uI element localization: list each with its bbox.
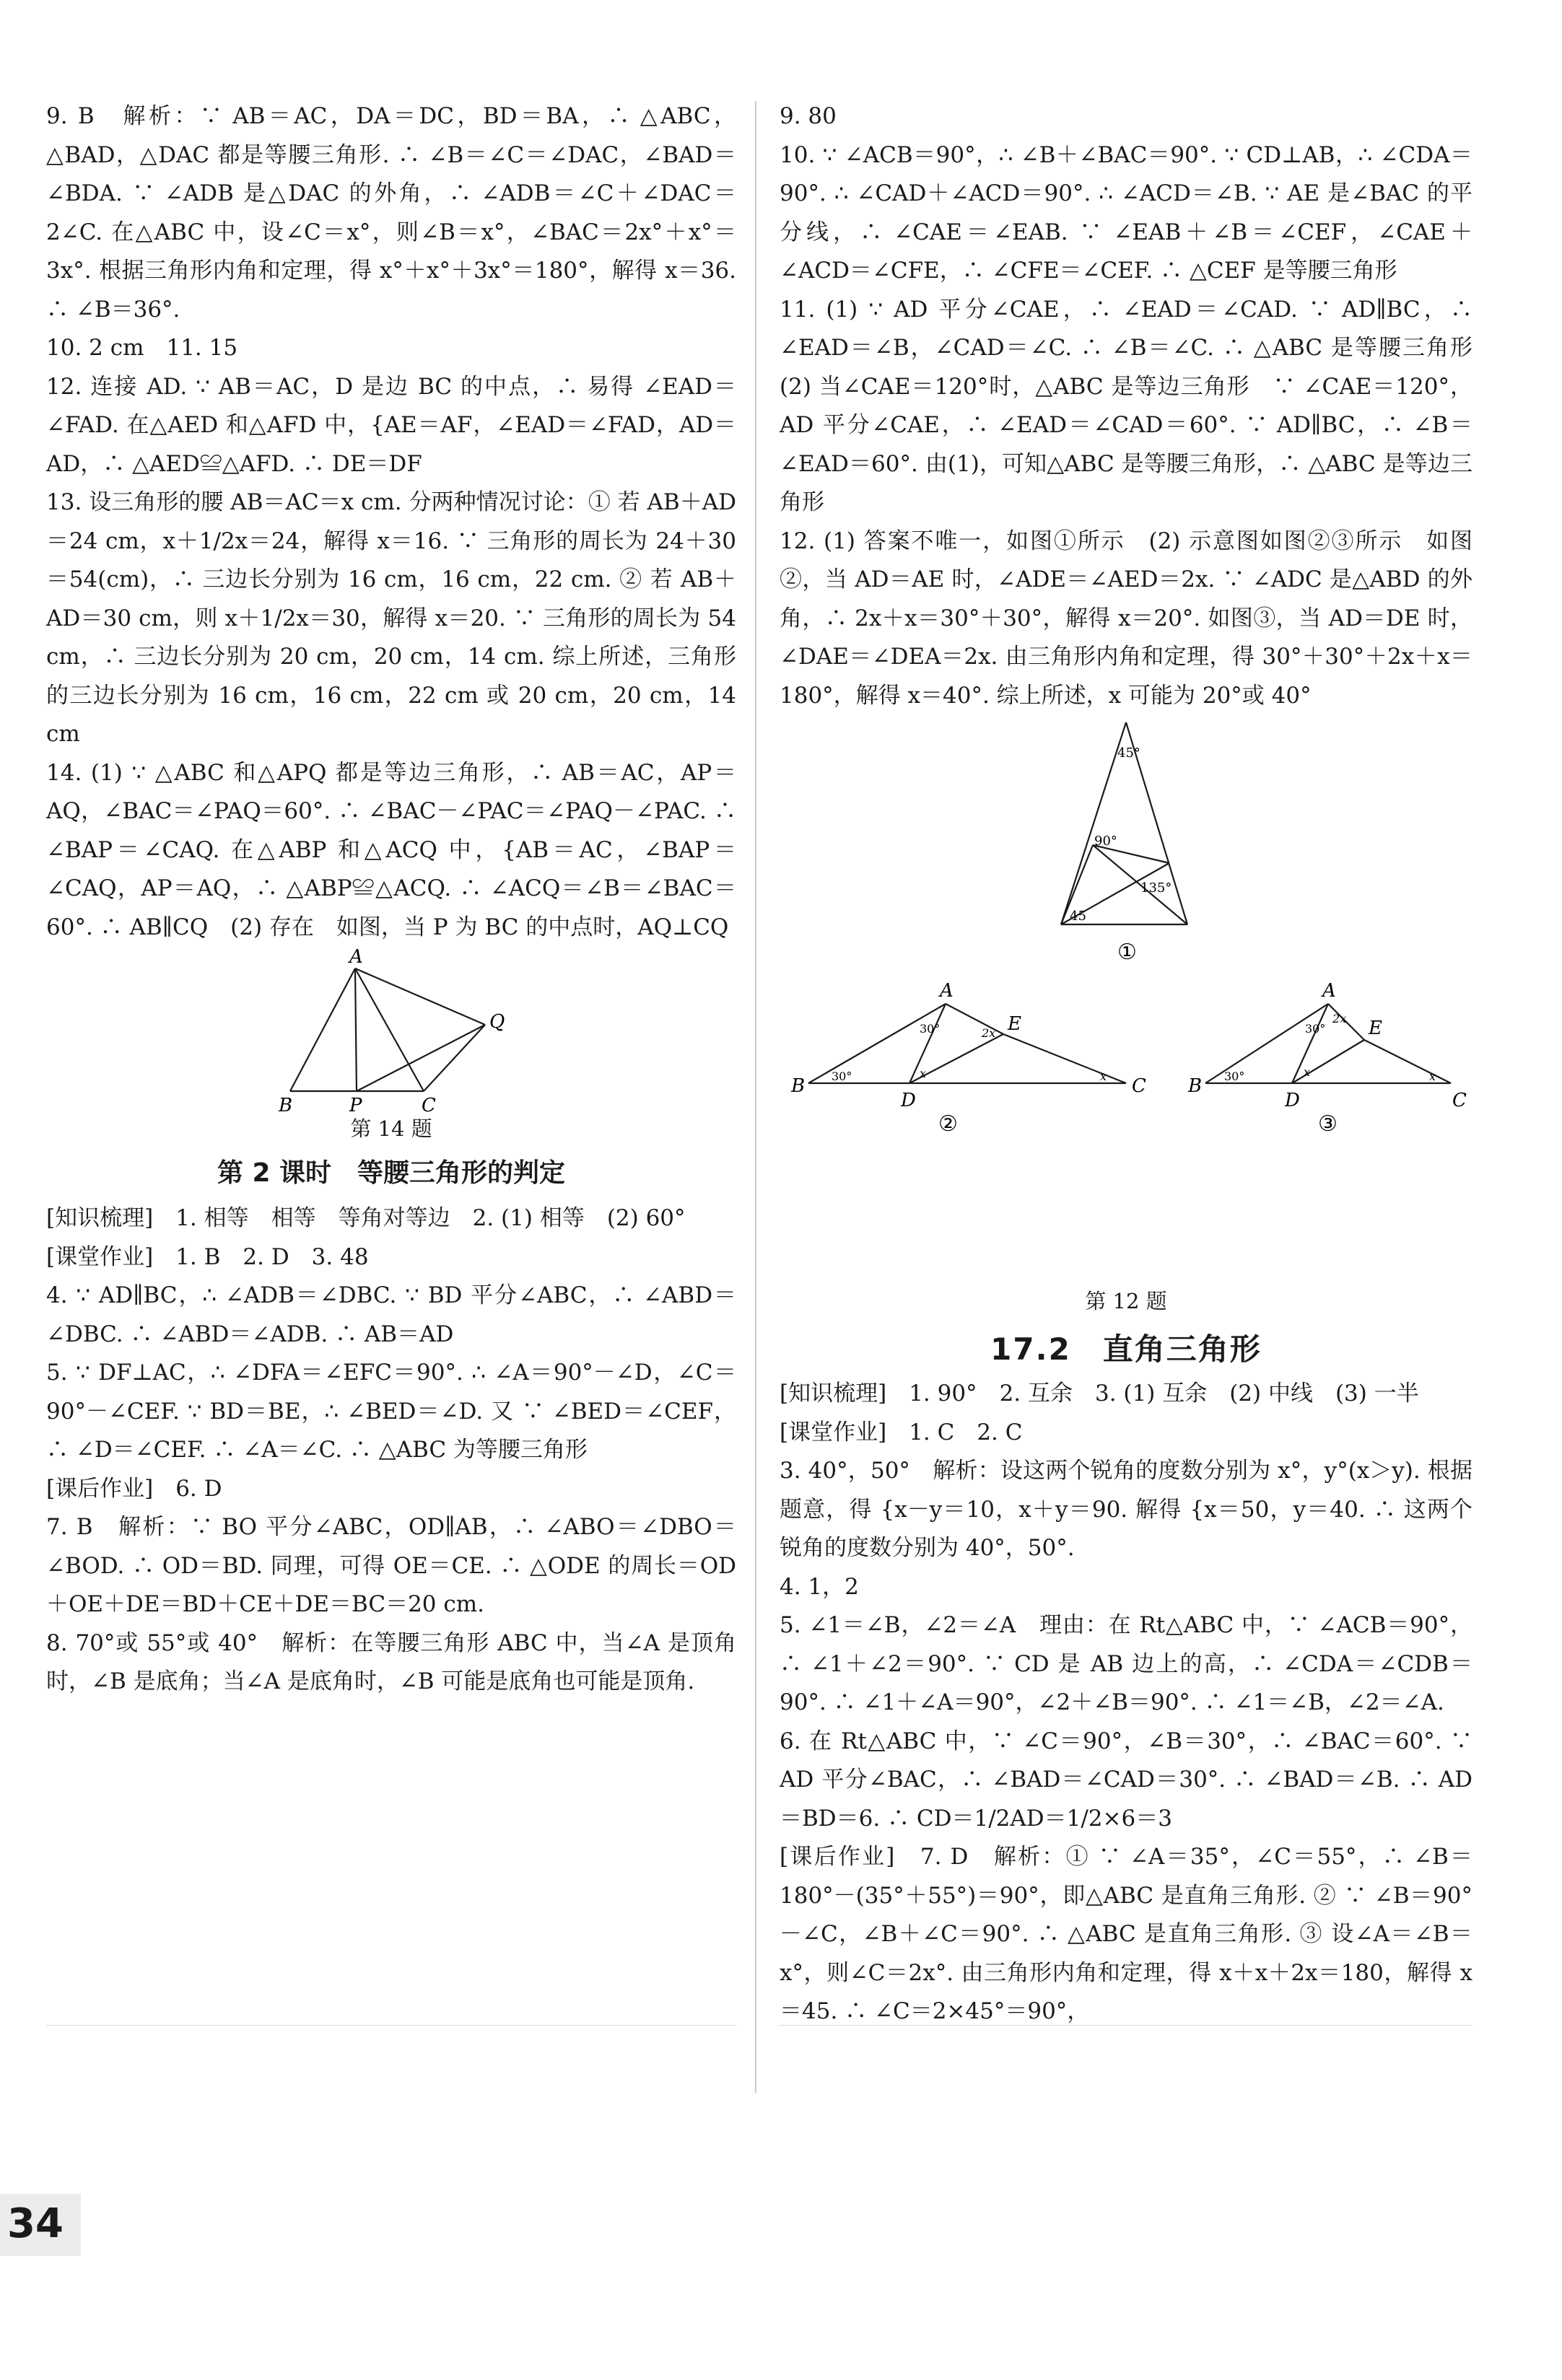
- fig2-angle-2x: 2x: [982, 1026, 996, 1040]
- angle-135: 135°: [1140, 880, 1172, 896]
- fig3-angle-30b: 30°: [1224, 1069, 1245, 1083]
- classwork-right: [课堂作业] 1. C 2. C: [780, 1419, 1023, 1445]
- answer-9: 9. B 解析：∵ AB＝AC，DA＝DC，BD＝BA，∴ △ABC，△BAD，△DAC 都是等腰三角形. ∴ ∠B＝∠C＝∠DAC，∠BAD＝∠BDA. ∵ ∠ADB 是△DAC 的外角，∴ ∠ADB＝∠C＋∠DAC＝2∠C. 在△ABC 中，设∠C＝x°，则∠B＝x°，∠BAC＝2x°＋x°＝3x°. 根据三角形内角和定理，得 x°＋x°＋3x°＝180°，解得 x＝36. ∴ ∠B＝36°.: [46, 103, 736, 323]
- label-A: A: [349, 947, 363, 968]
- figure-label-3: ③: [1318, 1111, 1338, 1134]
- right-column: [780, 97, 1495, 2031]
- fig3-angle-x2: x: [1429, 1069, 1436, 1083]
- fig2-angle-x1: x: [920, 1067, 927, 1080]
- answer-14: 14. (1) ∵ △ABC 和△APQ 都是等边三角形，∴ AB＝AC，AP＝AQ，∠BAC＝∠PAQ＝60°. ∴ ∠BAC－∠PAC＝∠PAQ－∠PAC. ∴ ∠BAP＝∠CAQ. 在△ABP 和△ACQ 中，{AB＝AC，∠BAP＝∠CAQ，AP＝AQ，∴ △ABP≌△ACQ. ∴ ∠ACQ＝∠B＝∠BAC＝60°. ∴ AB∥CQ (2) 存在 如图，当 P 为 BC 的中点时，AQ⊥CQ: [46, 759, 736, 940]
- figure-12-2-3: [780, 982, 1472, 1285]
- knowledge-review-right: [知识梳理] 1. 90° 2. 互余 3. (1) 互余 (2) 中线 (3) 一半: [780, 1381, 1419, 1406]
- fig2-angle-x2: x: [1100, 1069, 1107, 1083]
- left-column: [46, 97, 736, 1702]
- fig2-angle-30b: 30°: [832, 1069, 852, 1083]
- label-B: B: [279, 1095, 293, 1113]
- figure-12-1: [1032, 715, 1220, 982]
- figure-14-caption: 第 14 题: [350, 1116, 432, 1141]
- label-Q: Q: [489, 1011, 505, 1033]
- label-C: C: [422, 1095, 436, 1113]
- angle-45-top: 45°: [1117, 745, 1140, 761]
- fig3-label-E: E: [1369, 1018, 1382, 1039]
- answer-7: 7. B 解析：∵ BO 平分∠ABC，OD∥AB，∴ ∠ABO＝∠DBO＝∠BOD. ∴ OD＝BD. 同理，可得 OE＝CE. ∴ △ODE 的周长＝OD＋OE＋DE＝BD＋CE＋DE＝BC＝20 cm.: [46, 1514, 736, 1617]
- homework-right: [课后作业] 7. D 解析：① ∵ ∠A＝35°，∠C＝55°，∴ ∠B＝180°－(35°＋55°)＝90°，即△ABC 是直角三角形. ② ∵ ∠B＝90°－∠C，∠B＋∠C＝90°. ∴ △ABC 是直角三角形. ③ 设∠A＝∠B＝x°，则∠C＝2x°. 由三角形内角和定理，得 x＋x＋2x＝180，解得 x＝45. ∴ ∠C＝2×45°＝90°，: [780, 1844, 1472, 2024]
- answer-6-right: 6. 在 Rt△ABC 中，∵ ∠C＝90°，∠B＝30°，∴ ∠BAC＝60°. ∵ AD 平分∠BAC，∴ ∠BAD＝∠CAD＝30°. ∴ ∠BAD＝∠B. ∴ AD＝BD＝6. ∴ CD＝1/2AD＝1/2×6＝3: [780, 1728, 1472, 1832]
- answer-9-right: 9. 80: [780, 103, 837, 129]
- fig2-label-A: A: [940, 982, 954, 1002]
- knowledge-review: [知识梳理] 1. 相等 相等 等角对等边 2. (1) 相等 (2) 60°: [46, 1205, 686, 1231]
- fig2-label-B: B: [791, 1075, 806, 1097]
- fig2-label-C: C: [1132, 1075, 1146, 1097]
- answer-4-right: 4. 1，2: [780, 1573, 859, 1600]
- answer-3-right: 3. 40°，50° 解析：设这两个锐角的度数分别为 x°，y°(x＞y). 根据题意，得 {x－y＝10，x＋y＝90. 解得 {x＝50，y＝40. ∴ 这两个锐角的度数分别为 40°，50°.: [780, 1458, 1472, 1561]
- figure-12-caption: 第 12 题: [1085, 1289, 1167, 1313]
- page-number: 34: [7, 2200, 64, 2247]
- answer-12: 12. 连接 AD. ∵ AB＝AC，D 是边 BC 的中点，∴ 易得 ∠EAD＝∠FAD. 在△AED 和△AFD 中，{AE＝AF，∠EAD＝∠FAD，AD＝AD，∴ △AED≌△AFD. ∴ DE＝DF: [46, 373, 736, 477]
- column-divider: [755, 101, 756, 2093]
- answer-10-11: 10. 2 cm 11. 15: [46, 335, 238, 361]
- answer-12-right: 12. (1) 答案不唯一，如图①所示 (2) 示意图如图②③所示 如图②，当 AD＝AE 时，∠ADE＝∠AED＝2x. ∵ ∠ADC 是△ABD 的外角，∴ 2x＋x＝30°＋30°，解得 x＝20°. 如图③，当 AD＝DE 时，∠DAE＝∠DEA＝2x. 由三角形内角和定理，得 30°＋30°＋2x＋x＝180°，解得 x＝40°. 综上所述，x 可能为 20°或 40°: [780, 528, 1472, 709]
- classwork: [课堂作业] 1. B 2. D 3. 48: [46, 1243, 369, 1270]
- fig3-label-A: A: [1322, 982, 1336, 1002]
- fig2-label-D: D: [901, 1090, 916, 1111]
- page-number-box: [0, 2194, 81, 2256]
- label-P: P: [349, 1095, 362, 1113]
- fig3-label-D: D: [1285, 1090, 1300, 1111]
- figure-14: [269, 947, 514, 1113]
- fig3-angle-30a: 30°: [1305, 1022, 1326, 1036]
- fig3-angle-x1: x: [1304, 1065, 1311, 1079]
- figure-label-2: ②: [938, 1111, 958, 1134]
- angle-90: 90°: [1094, 834, 1117, 849]
- section-title-lesson-2: 第 2 课时 等腰三角形的判定: [217, 1158, 566, 1188]
- fig3-angle-2x: 2x: [1332, 1012, 1347, 1025]
- angle-45-bottom: 45: [1070, 909, 1086, 924]
- footer-rule-left: [46, 2025, 736, 2026]
- fig3-label-B: B: [1188, 1075, 1203, 1097]
- answer-11-right: 11. (1) ∵ AD 平分∠CAE，∴ ∠EAD＝∠CAD. ∵ AD∥BC，∴ ∠EAD＝∠B，∠CAD＝∠C. ∴ ∠B＝∠C. ∴ △ABC 是等腰三角形 (2) 当∠CAE＝120°时，△ABC 是等边三角形 ∵ ∠CAE＝120°，AD 平分∠CAE，∴ ∠EAD＝∠CAD＝60°. ∵ AD∥BC，∴ ∠B＝∠EAD＝60°. 由(1)，可知△ABC 是等腰三角形，∴ △ABC 是等边三角形: [780, 296, 1495, 515]
- answer-5: 5. ∵ DF⊥AC，∴ ∠DFA＝∠EFC＝90°. ∴ ∠A＝90°－∠D，∠C＝90°－∠CEF. ∵ BD＝BE，∴ ∠BED＝∠D. 又 ∵ ∠BED＝∠CEF，∴ ∠D＝∠CEF. ∴ ∠A＝∠C. ∴ △ABC 为等腰三角形: [46, 1360, 736, 1463]
- answer-8: 8. 70°或 55°或 40° 解析：在等腰三角形 ABC 中，当∠A 是顶角时，∠B 是底角；当∠A 是底角时，∠B 可能是底角也可能是顶角.: [46, 1629, 736, 1694]
- figure-label-1: ①: [1117, 940, 1137, 965]
- figure-12-3: [1184, 982, 1472, 1134]
- homework: [课后作业] 6. D: [46, 1475, 222, 1502]
- section-title-17-2: 17.2 直角三角形: [990, 1331, 1262, 1367]
- answer-13: 13. 设三角形的腰 AB＝AC＝x cm. 分两种情况讨论：① 若 AB＋AD＝24 cm，x＋1/2x＝24，解得 x＝16. ∵ 三角形的周长为 24＋30＝54(cm)，∴ 三边长分别为 16 cm，16 cm，22 cm. ② 若 AB＋AD＝30 cm，则 x＋1/2x＝30，解得 x＝20. ∵ 三角形的周长为 54 cm，∴ 三边长分别为 20 cm，20 cm，14 cm. 综上所述，三角形的三边长分别为 16 cm，16 cm，22 cm 或 20 cm，20 cm，14 cm: [46, 489, 736, 747]
- answer-4: 4. ∵ AD∥BC，∴ ∠ADB＝∠DBC. ∵ BD 平分∠ABC，∴ ∠ABD＝∠DBC. ∴ ∠ABD＝∠ADB. ∴ AB＝AD: [46, 1282, 736, 1347]
- fig3-label-C: C: [1452, 1090, 1467, 1111]
- figure-12-2: [787, 982, 1162, 1134]
- fig2-label-E: E: [1008, 1013, 1021, 1035]
- answer-5-right: 5. ∠1＝∠B，∠2＝∠A 理由：在 Rt△ABC 中，∵ ∠ACB＝90°，∴ ∠1＋∠2＝90°. ∵ CD 是 AB 边上的高，∴ ∠CDA＝∠CDB＝90°. ∴ ∠1＋∠A＝90°，∠2＋∠B＝90°. ∴ ∠1＝∠B，∠2＝∠A.: [780, 1612, 1472, 1715]
- fig2-angle-30a: 30°: [920, 1022, 941, 1036]
- answer-10-right: 10. ∵ ∠ACB＝90°，∴ ∠B＋∠BAC＝90°. ∵ CD⊥AB，∴ ∠CDA＝90°. ∴ ∠CAD＋∠ACD＝90°. ∴ ∠ACD＝∠B. ∵ AE 是∠BAC 的平分线，∴ ∠CAE＝∠EAB. ∵ ∠EAB＋∠B＝∠CEF，∠CAE＋∠ACD＝∠CFE，∴ ∠CFE＝∠CEF. ∴ △CEF 是等腰三角形: [780, 141, 1472, 284]
